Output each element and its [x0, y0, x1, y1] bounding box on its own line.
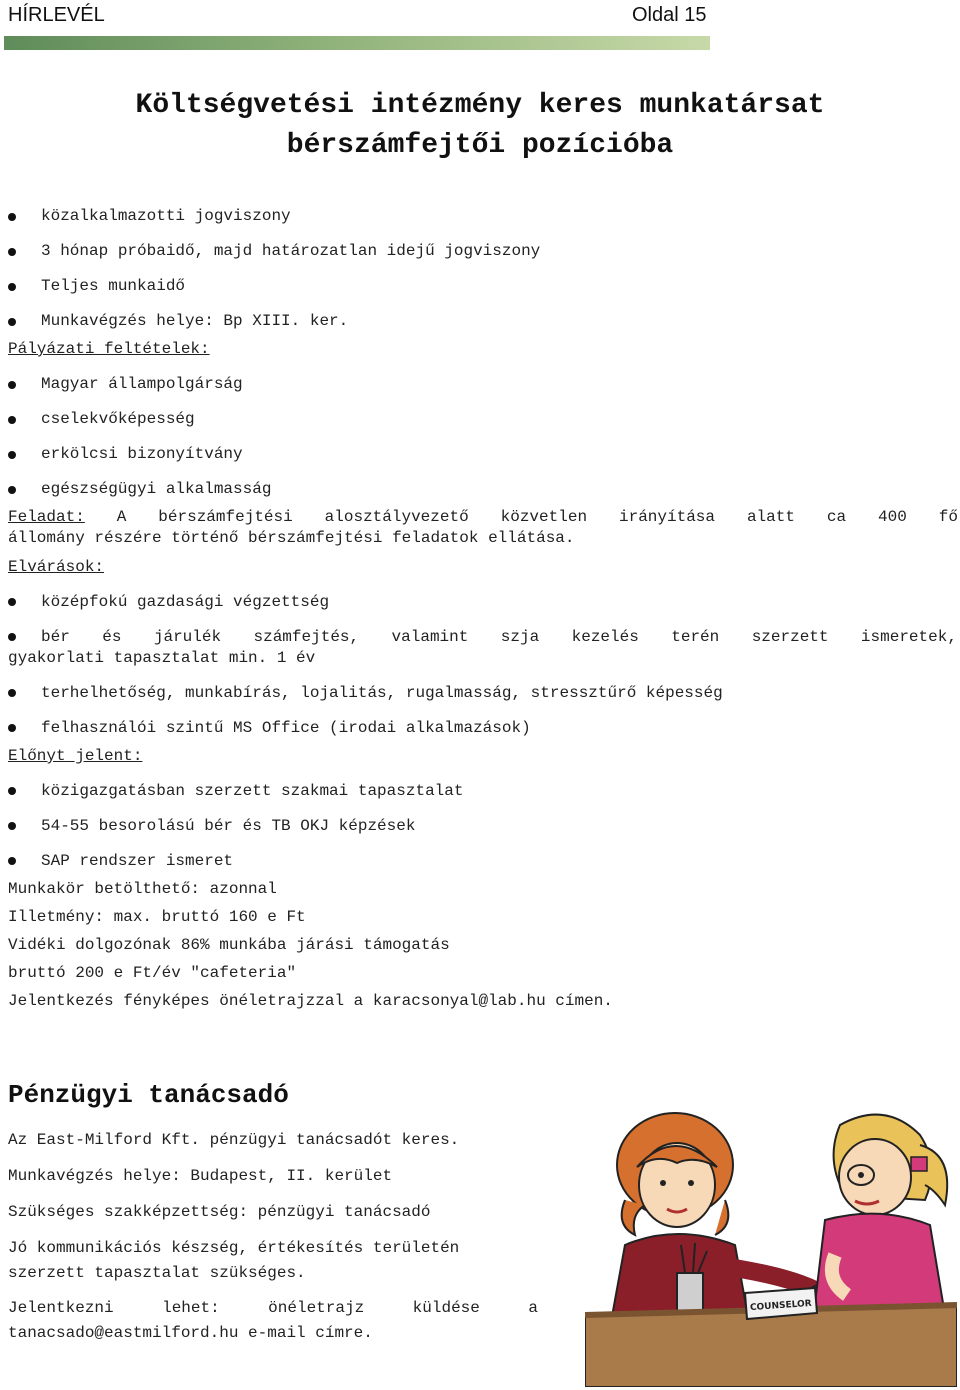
- job2-line: Az East-Milford Kft. pénzügyi tanácsadót keres.: [8, 1131, 460, 1149]
- task-word: irányítása: [618, 508, 715, 526]
- pencil-cup: [677, 1273, 703, 1313]
- list-item-cont: gyakorlati tapasztalat min. 1 év: [8, 649, 316, 667]
- task-word: alatt: [746, 508, 795, 526]
- detail-line: Munkakör betölthető: azonnal: [8, 880, 277, 898]
- list-item: Munkavégzés helye: Bp XIII. ker.: [41, 312, 349, 330]
- task-word: közvetlen: [500, 508, 588, 526]
- bullet-icon: [8, 318, 16, 326]
- bullet-icon: [8, 857, 16, 865]
- header-divider-bar: [4, 36, 710, 50]
- word: kezelés: [571, 628, 639, 646]
- word: terén: [671, 628, 720, 646]
- task-word: fő: [938, 508, 958, 526]
- bullet-icon: [8, 486, 16, 494]
- expect-heading: Elvárások:: [8, 558, 105, 576]
- task-word: ca: [826, 508, 847, 526]
- advantage-heading: Előnyt jelent:: [8, 747, 143, 765]
- list-item: felhasználói szintű MS Office (irodai alkalmazások): [41, 719, 531, 737]
- task-label: Feladat:: [8, 508, 85, 526]
- word: a: [528, 1299, 538, 1317]
- counselor-sign-text: COUNSELOR: [749, 1298, 813, 1314]
- job2-title: Pénzügyi tanácsadó: [8, 1080, 289, 1110]
- detail-line: bruttó 200 e Ft/év "cafeteria": [8, 964, 297, 982]
- detail-line: Vidéki dolgozónak 86% munkába járási támogatás: [8, 936, 450, 954]
- job2-apply-line: [8, 1299, 538, 1317]
- word: lehet:: [162, 1299, 220, 1317]
- detail-line: Illetmény: max. bruttó 160 e Ft: [8, 908, 306, 926]
- right-woman-eye: [858, 1172, 864, 1178]
- list-item: cselekvőképesség: [41, 410, 195, 428]
- counselor-sign: [745, 1288, 817, 1319]
- list-item: középfokú gazdasági végzettség: [41, 593, 330, 611]
- word: bér: [41, 628, 70, 646]
- job2-email-line: tanacsado@eastmilford.hu e-mail címre.: [8, 1324, 373, 1342]
- job1-title-line2: bérszámfejtői pozícióba: [286, 130, 674, 161]
- job2-line: Szükséges szakképzettség: pénzügyi tanácsadó: [8, 1203, 431, 1221]
- word: és: [102, 628, 122, 646]
- counselor-illustration: [585, 1105, 957, 1387]
- bullet-icon: [8, 689, 16, 697]
- detail-line: Jelentkezés fényképes önéletrajzzal a karacsonyal@lab.hu címen.: [8, 992, 613, 1010]
- task-word: alosztályvezető: [324, 508, 469, 526]
- bullet-icon: [8, 598, 16, 606]
- bullet-icon: [8, 381, 16, 389]
- list-item: közigazgatásban szerzett szakmai tapasztalat: [41, 782, 464, 800]
- task-line1: [8, 508, 958, 526]
- bullet-icon: [8, 787, 16, 795]
- word: ismeretek,: [860, 628, 957, 646]
- bullet-icon: [8, 633, 16, 641]
- word: küldése: [412, 1299, 480, 1317]
- job2-line: Munkavégzés helye: Budapest, II. kerület: [8, 1167, 393, 1185]
- job2-line: Jó kommunikációs készség, értékesítés területén: [8, 1239, 460, 1257]
- bullet-icon: [8, 248, 16, 256]
- list-item: egészségügyi alkalmasság: [41, 480, 272, 498]
- word: számfejtés,: [253, 628, 360, 646]
- right-woman-hair-tie: [911, 1157, 927, 1171]
- list-item-justified: [41, 628, 957, 646]
- task-line2: állomány részére történő bérszámfejtési feladatok ellátása.: [8, 529, 575, 547]
- conditions-heading: Pályázati feltételek:: [8, 340, 210, 358]
- list-item: Magyar állampolgárság: [41, 375, 243, 393]
- bullet-icon: [8, 283, 16, 291]
- task-word: bérszámfejtési: [158, 508, 293, 526]
- left-woman-eye: [660, 1180, 666, 1186]
- job1-title-line1: Költségvetési intézmény keres munkatársat: [135, 90, 825, 121]
- word: Jelentkezni: [8, 1299, 114, 1317]
- left-woman-eye: [688, 1180, 694, 1186]
- bullet-icon: [8, 822, 16, 830]
- word: szja: [500, 628, 540, 646]
- task-word: A: [116, 508, 127, 526]
- bullet-icon: [8, 416, 16, 424]
- word: járulék: [153, 628, 222, 646]
- header-left-title: HÍRLEVÉL: [8, 4, 105, 26]
- word: valamint: [391, 628, 469, 646]
- list-item: SAP rendszer ismeret: [41, 852, 234, 870]
- task-word: 400: [878, 508, 907, 526]
- list-item: 3 hónap próbaidő, majd határozatlan idejű jogviszony: [41, 242, 541, 260]
- job2-line: szerzett tapasztalat szükséges.: [8, 1264, 306, 1282]
- bullet-icon: [8, 724, 16, 732]
- word: önéletrajz: [268, 1299, 365, 1317]
- list-item: 54-55 besorolású bér és TB OKJ képzések: [41, 817, 416, 835]
- bullet-icon: [8, 213, 16, 221]
- page-number: Oldal 15: [632, 4, 707, 26]
- bullet-icon: [8, 451, 16, 459]
- word: szerzett: [751, 628, 829, 646]
- list-item: terhelhetőség, munkabírás, lojalitás, rugalmasság, stressztűrő képesség: [41, 684, 723, 702]
- list-item: Teljes munkaidő: [41, 277, 186, 295]
- list-item: erkölcsi bizonyítvány: [41, 445, 243, 463]
- list-item: közalkalmazotti jogviszony: [41, 207, 291, 225]
